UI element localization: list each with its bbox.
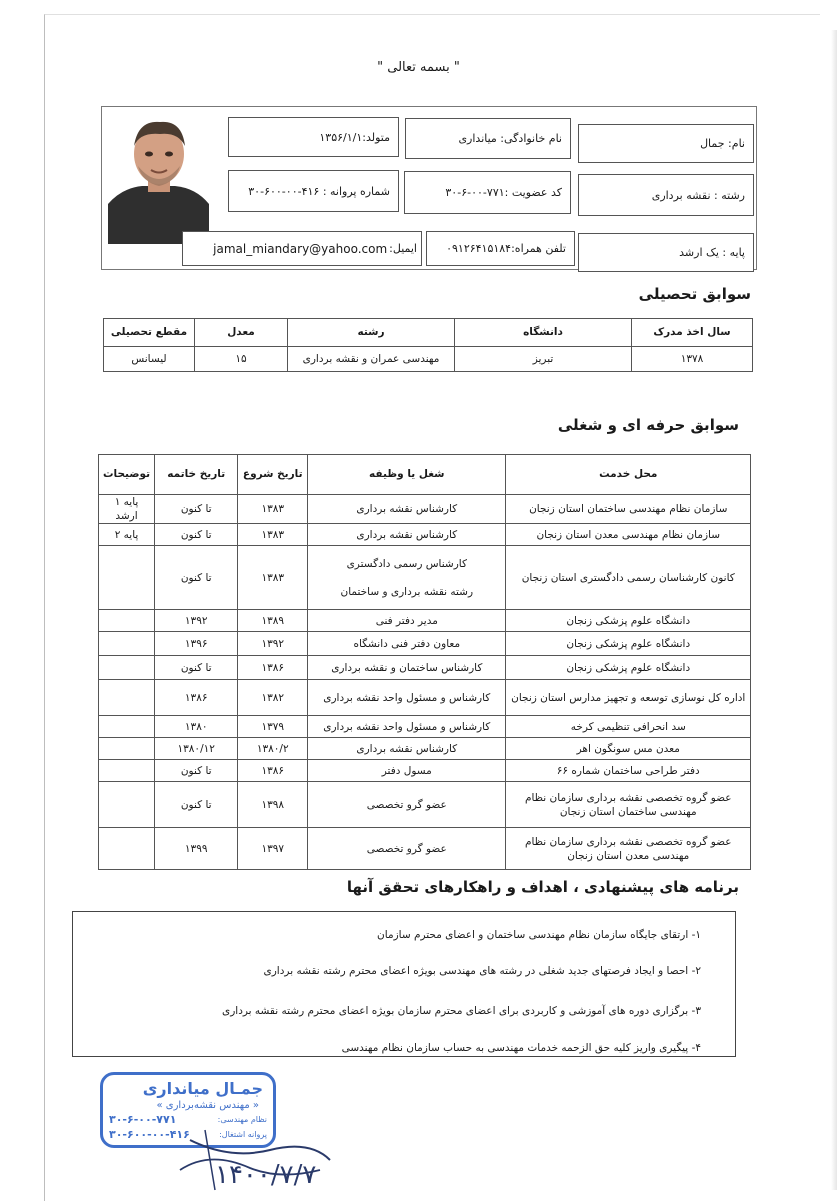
career-table	[98, 454, 751, 870]
career-row	[99, 656, 751, 680]
table-cell: ۱۳۸۳	[238, 546, 308, 610]
table-cell: کارشناس نقشه برداری	[308, 495, 506, 524]
career-row	[99, 524, 751, 546]
education-section-title: سوابق تحصیلی	[638, 285, 751, 303]
cell-line: نظام مهندسی:	[217, 1115, 267, 1124]
cell-line: « مهندس نقشه‌برداری »	[156, 1100, 259, 1111]
goal-item: ۴- پیگیری واریز کلیه حق الزحمه خدمات مهندسی به حساب سازمان نظام مهندسی	[341, 1042, 701, 1054]
family-name-field: نام خانوادگی: میانداری	[405, 118, 571, 159]
education-header-year: سال اخذ مدرک	[632, 319, 753, 347]
basmala-heading: " بسمه تعالی "	[377, 60, 460, 75]
career-row	[99, 716, 751, 738]
table-cell: تا کنون	[155, 495, 238, 524]
table-cell	[99, 656, 155, 680]
table-cell: ۱۳۹۹	[155, 828, 238, 870]
career-header-notes: توضیحات	[99, 455, 155, 495]
education-header-field: رشته	[288, 319, 455, 347]
name-field: نام: جمال	[578, 124, 754, 163]
cell-line: ۳۰-۶-۰۰-۷۷۱	[109, 1113, 177, 1126]
education-header-degree: مقطع تحصیلی	[104, 319, 195, 347]
profile-photo	[108, 116, 209, 244]
table-cell: مدیر دفتر فنی	[308, 610, 506, 632]
table-cell: ۱۳۹۲	[155, 610, 238, 632]
table-cell: ۱۳۸۰/۱۲	[155, 738, 238, 760]
mobile-phone-field: تلفن همراه:۰۹۱۲۶۴۱۵۱۸۴	[426, 231, 575, 266]
career-header-job: شغل یا وظیفه	[308, 455, 506, 495]
education-header-gpa: معدل	[195, 319, 288, 347]
license-number-field: شماره پروانه : ۴۱۶-۰۰-۶۰۰-۳۰	[228, 170, 399, 212]
table-cell	[99, 828, 155, 870]
career-row	[99, 680, 751, 716]
career-header-place: محل خدمت	[506, 455, 751, 495]
career-row	[99, 782, 751, 828]
table-cell: کانون کارشناسان رسمی دادگستری استان زنجان	[506, 546, 751, 610]
table-cell: کارشناس ساختمان و نقشه برداری	[308, 656, 506, 680]
career-row	[99, 546, 751, 610]
table-cell: تبریز	[455, 347, 632, 372]
table-cell: معدن مس سونگون اهر	[506, 738, 751, 760]
cell-line: ۳۰-۶۰۰-۰۰-۴۱۶	[109, 1128, 190, 1141]
signature-date: ۱۴۰۰/۷/۷	[215, 1160, 317, 1190]
table-cell	[99, 610, 155, 632]
table-cell	[99, 760, 155, 782]
cell-line: کارشناس رسمی دادگستری	[346, 557, 467, 570]
grade-field: پایه : یک ارشد	[578, 233, 754, 272]
education-table	[103, 318, 753, 372]
table-cell: کارشناس نقشه برداری	[308, 738, 506, 760]
career-row	[99, 610, 751, 632]
career-section-title: سوابق حرفه ای و شغلی	[557, 416, 739, 434]
table-cell: ۱۳۸۰/۲	[238, 738, 308, 760]
table-cell: ۱۳۸۶	[238, 656, 308, 680]
field-of-study: رشته : نقشه برداری	[578, 174, 754, 216]
table-cell: ۱۳۷۸	[632, 347, 753, 372]
table-cell: تا کنون	[155, 546, 238, 610]
table-cell: مهندسی عمران و نقشه برداری	[288, 347, 455, 372]
table-cell	[99, 716, 155, 738]
table-cell: معاون دفتر فنی دانشگاه	[308, 632, 506, 656]
cell-line: مهندسی معدن استان زنجان	[567, 849, 690, 862]
table-cell	[99, 632, 155, 656]
table-cell: ۱۳۷۹	[238, 716, 308, 738]
education-row	[104, 347, 753, 372]
table-cell	[99, 782, 155, 828]
table-cell: تا کنون	[155, 760, 238, 782]
goals-section-title: برنامه های پیشنهادی ، اهداف و راهکارهای تحقق آنها	[346, 878, 739, 896]
career-row	[99, 495, 751, 524]
cell-line: عضو گروه تخصصی نقشه برداری سازمان نظام	[524, 835, 732, 848]
table-cell: تا کنون	[155, 524, 238, 546]
table-cell: ۱۳۸۹	[238, 610, 308, 632]
table-cell: ۱۳۸۶	[238, 760, 308, 782]
cell-line: عضو گروه تخصصی نقشه برداری سازمان نظام	[524, 791, 732, 804]
career-row	[99, 828, 751, 870]
table-cell: سد انحرافی تنظیمی کرخه	[506, 716, 751, 738]
education-header-university: دانشگاه	[455, 319, 632, 347]
cell-line: پروانه اشتغال:	[219, 1130, 267, 1139]
table-cell: ۱۵	[195, 347, 288, 372]
table-cell: کارشناس و مسئول واحد نقشه برداری	[308, 716, 506, 738]
table-cell: دانشگاه علوم پزشکی زنجان	[506, 632, 751, 656]
table-cell	[99, 738, 155, 760]
email-address: jamal_miandary@yahoo.com	[213, 241, 388, 256]
table-cell: تا کنون	[155, 656, 238, 680]
table-cell: عضو گرو تخصصی	[308, 782, 506, 828]
table-cell: دانشگاه علوم پزشکی زنجان	[506, 656, 751, 680]
table-cell: تا کنون	[155, 782, 238, 828]
membership-code-field: کد عضویت :۷۷۱-۰۰-۶-۳۰	[404, 171, 571, 214]
career-row	[99, 738, 751, 760]
table-cell	[99, 680, 155, 716]
table-cell: ۱۳۹۸	[238, 782, 308, 828]
career-header-end: تاریخ خاتمه	[155, 455, 238, 495]
career-row	[99, 760, 751, 782]
cell-line: رشته نقشه برداری و ساختمان	[340, 585, 474, 598]
career-header-start: تاریخ شروع	[238, 455, 308, 495]
cell-line: جمـال میانداری	[142, 1079, 263, 1098]
goal-item: ۲- احصا و ایجاد فرصتهای جدید شغلی در رشته های مهندسی بویژه اعضای محترم رشته نقشه برداری	[263, 965, 701, 977]
table-cell: لیسانس	[104, 347, 195, 372]
table-cell: ۱۳۸۰	[155, 716, 238, 738]
table-cell: سازمان نظام مهندسی معدن استان زنجان	[506, 524, 751, 546]
birth-date-field: متولد:۱۳۵۶/۱/۱	[228, 117, 399, 157]
table-cell: ۱۳۸۳	[238, 524, 308, 546]
page-edge-shadow	[831, 30, 837, 1190]
table-cell: ۱۳۹۶	[155, 632, 238, 656]
table-cell	[506, 782, 751, 828]
table-cell: ۱۳۸۲	[238, 680, 308, 716]
table-cell: دانشگاه علوم پزشکی زنجان	[506, 610, 751, 632]
table-cell: پایه ۲	[99, 524, 155, 546]
table-cell	[506, 828, 751, 870]
table-cell	[308, 546, 506, 610]
table-cell	[99, 546, 155, 610]
table-cell: پایه ۱ ارشد	[99, 495, 155, 524]
table-cell: دفتر طراحی ساختمان شماره ۶۶	[506, 760, 751, 782]
goals-box	[72, 911, 736, 1057]
table-cell: ۱۳۹۷	[238, 828, 308, 870]
career-row	[99, 632, 751, 656]
cell-line: مهندسی ساختمان استان زنجان	[559, 805, 697, 818]
table-cell: ۱۳۹۲	[238, 632, 308, 656]
table-cell: کارشناس نقشه برداری	[308, 524, 506, 546]
table-cell: مسول دفتر	[308, 760, 506, 782]
table-cell: ۱۳۸۳	[238, 495, 308, 524]
table-cell: اداره کل نوسازی توسعه و تجهیز مدارس استان زنجان	[506, 680, 751, 716]
email-field: ایمیل: jamal_miandary@yahoo.com	[182, 231, 422, 266]
goal-item: ۱- ارتقای جایگاه سازمان نظام مهندسی ساختمان و اعضای محترم سازمان	[377, 929, 701, 941]
table-cell: کارشناس و مسئول واحد نقشه برداری	[308, 680, 506, 716]
goal-item: ۳- برگزاری دوره های آموزشی و کاربردی برای اعضای محترم سازمان بویژه اعضای محترم رشته نقشه برداری	[221, 1005, 701, 1017]
table-cell: سازمان نظام مهندسی ساختمان استان زنجان	[506, 495, 751, 524]
table-cell: ۱۳۸۶	[155, 680, 238, 716]
table-cell: عضو گرو تخصصی	[308, 828, 506, 870]
